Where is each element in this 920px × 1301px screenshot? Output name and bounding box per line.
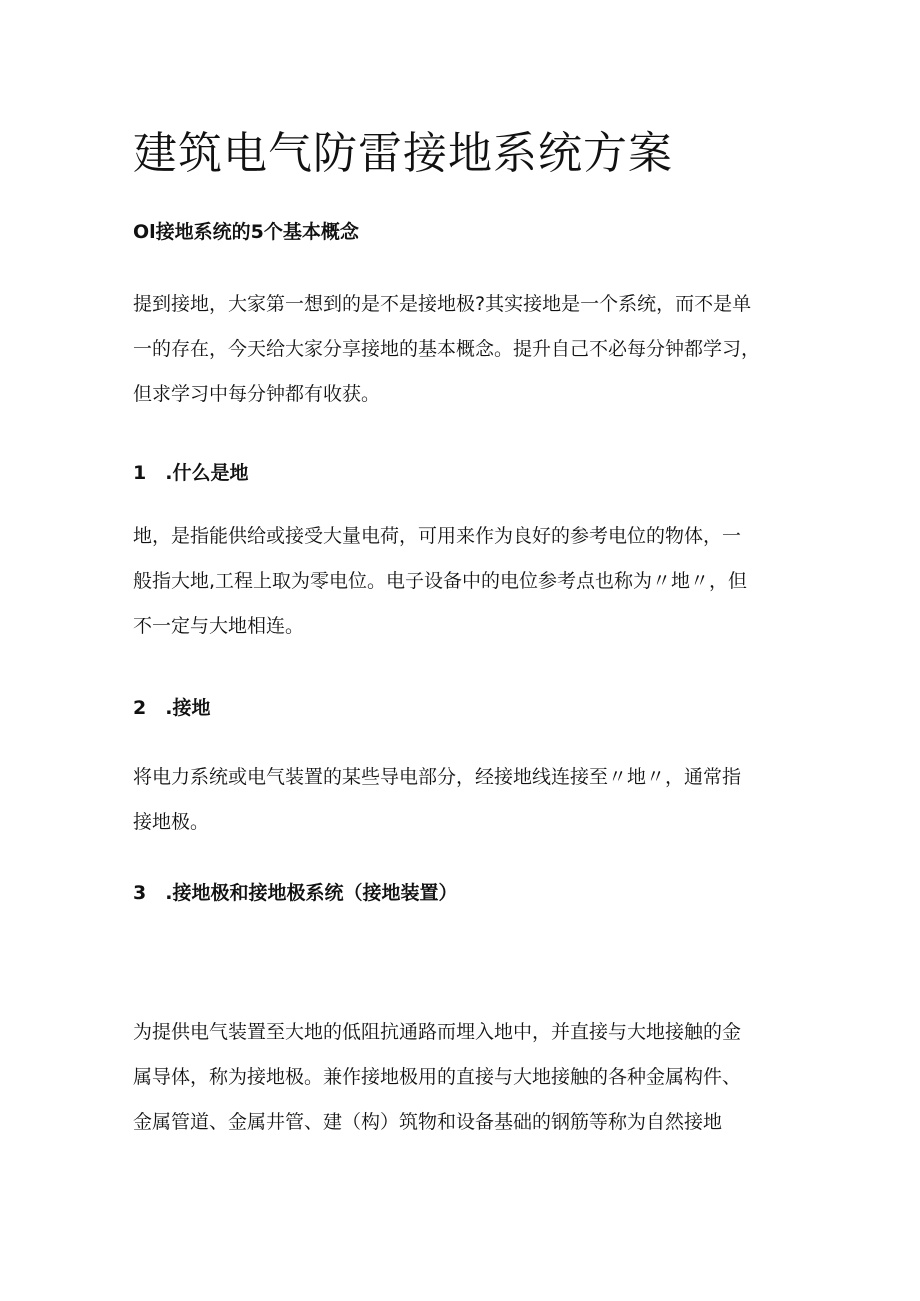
paragraph-line: 金属管道、金属井管、建（构）筑物和设备基础的钢筋等称为自然接地 — [133, 1111, 723, 1133]
intro-paragraph — [133, 282, 813, 417]
item-heading-2: 2 .接地 — [133, 697, 211, 719]
item-paragraph-3 — [133, 1010, 813, 1145]
paragraph-line: 不一定与大地相连。 — [133, 615, 305, 637]
section-heading: Ol接地系统的5个基本概念 — [133, 221, 359, 243]
document-title: 建筑电气防雷接地系统方案 — [133, 128, 673, 179]
paragraph-line: 接地极。 — [133, 811, 210, 833]
item-paragraph-1 — [133, 514, 813, 649]
item-heading-1: 1 .什么是地 — [133, 462, 249, 484]
paragraph-line: 提到接地，大家第一想到的是不是接地极?其实接地是一个系统，而不是单 — [133, 293, 752, 315]
item-heading-3: 3 .接地极和接地极系统（接地装置） — [133, 882, 458, 904]
paragraph-line: 般指大地,工程上取为零电位。电子设备中的电位参考点也称为〃地〃，但 — [133, 570, 748, 592]
paragraph-line: 将电力系统或电气装置的某些导电部分，经接地线连接至〃地〃，通常指 — [133, 766, 742, 788]
paragraph-line: 但求学习中每分钟都有收获。 — [133, 383, 381, 405]
paragraph-line: 一的存在，今天给大家分享接地的基本概念。提升自己不必每分钟都学习， — [133, 338, 761, 360]
paragraph-line: 为提供电气装置至大地的低阻抗通路而埋入地中，并直接与大地接触的金 — [133, 1021, 742, 1043]
paragraph-line: 属导体，称为接地极。兼作接地极用的直接与大地接触的各种金属构件、 — [133, 1066, 742, 1088]
item-paragraph-2 — [133, 755, 813, 845]
paragraph-line: 地，是指能供给或接受大量电荷，可用来作为良好的参考电位的物体，一 — [133, 525, 742, 547]
